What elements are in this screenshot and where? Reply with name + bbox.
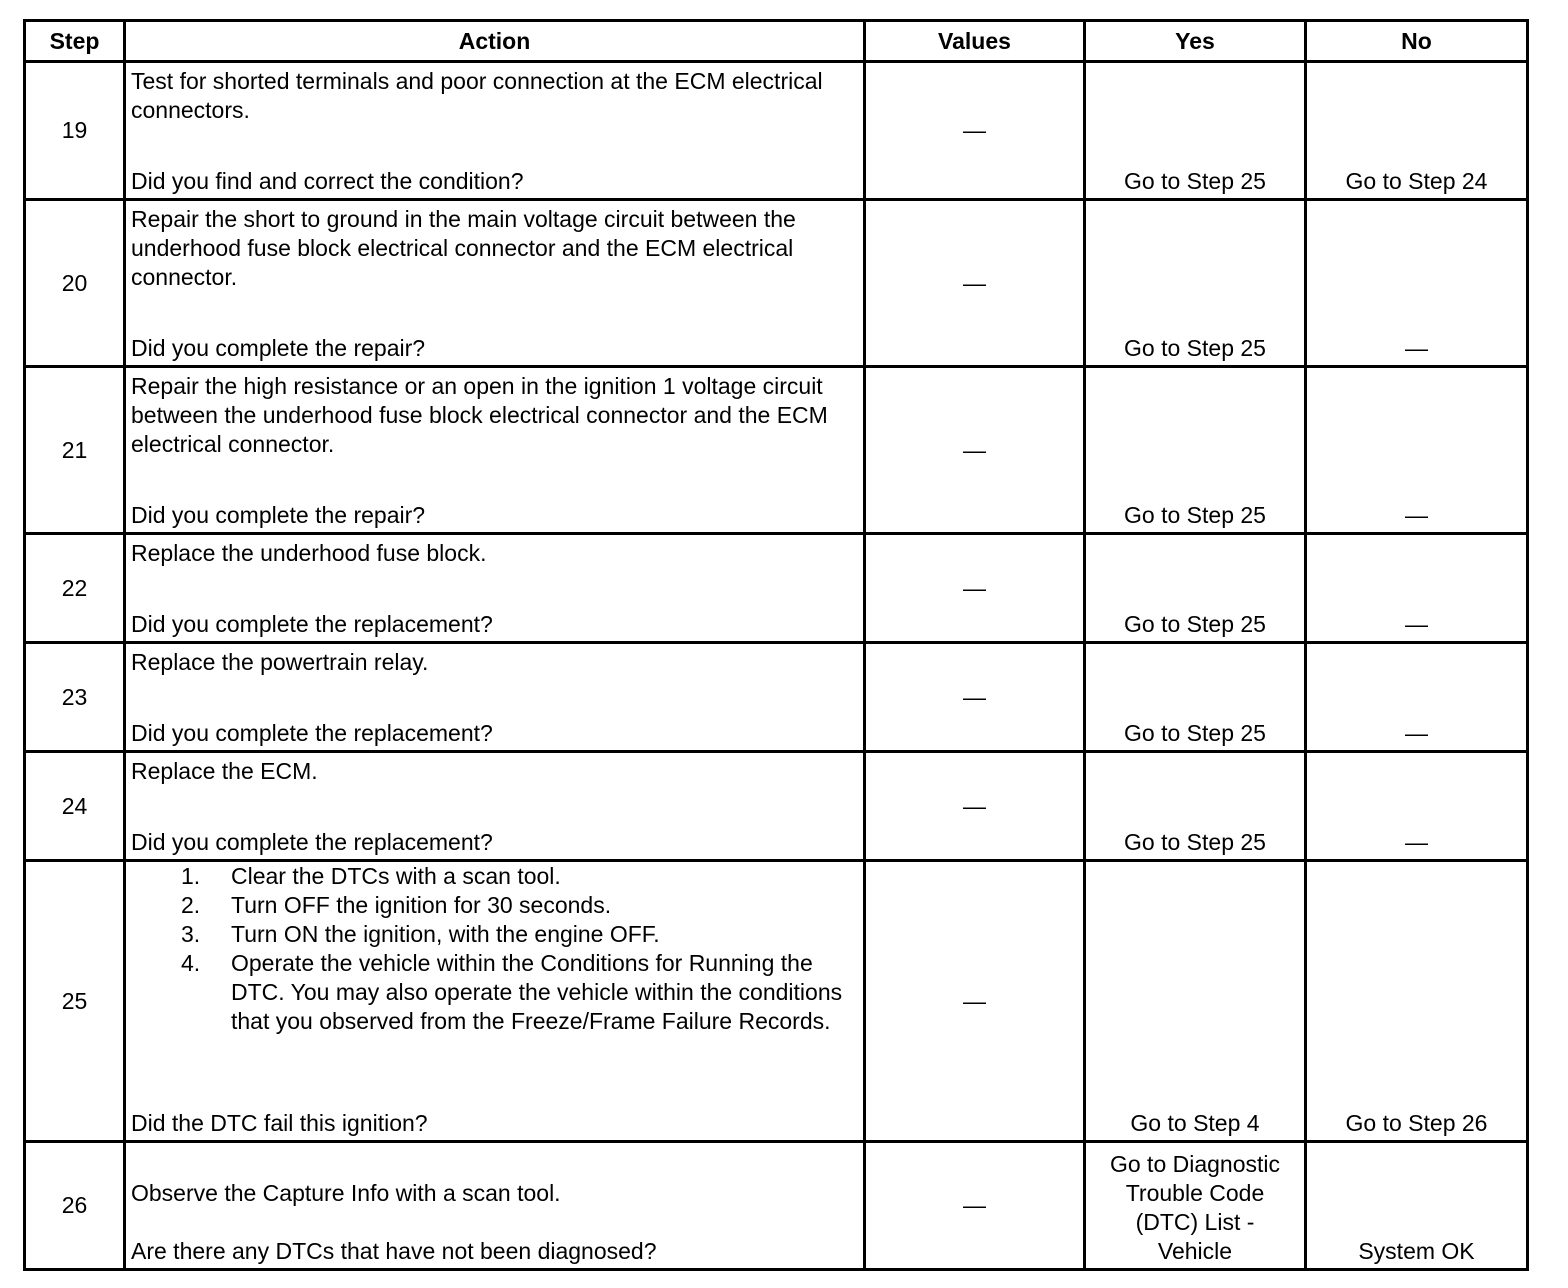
table-row: [25, 367, 1528, 534]
list-text: Turn ON the ignition, with the engine OFF.: [231, 921, 660, 947]
action-text: Replace the powertrain relay.: [131, 649, 429, 675]
action-cell: [125, 752, 865, 861]
action-question: Did you complete the repair?: [131, 502, 426, 528]
no-value: —: [1306, 534, 1528, 643]
no-link[interactable]: Go to Step 24: [1306, 62, 1528, 200]
action-cell: [125, 861, 865, 1142]
list-item: [181, 862, 860, 891]
action-question: Did you find and correct the condition?: [131, 168, 524, 194]
yes-link[interactable]: Go to Step 25: [1085, 534, 1306, 643]
no-value: —: [1306, 367, 1528, 534]
yes-link[interactable]: Go to Step 25: [1085, 367, 1306, 534]
action-question: Did you complete the replacement?: [131, 829, 493, 855]
list-number: 4.: [181, 950, 201, 976]
list-text: Operate the vehicle within the Conditions for Running the DTC. You may also operate the vehicle within the conditions that you observed from the Freeze/Frame Failure Records.: [231, 950, 843, 1034]
action-text: Repair the short to ground in the main voltage circuit between the underhood fuse block electrical connector and the ECM electrical connector.: [131, 206, 796, 290]
header-row: [25, 21, 1528, 62]
action-text: Observe the Capture Info with a scan tool.: [131, 1180, 561, 1206]
table-row: [25, 643, 1528, 752]
header-yes: Yes: [1085, 21, 1306, 62]
yes-link[interactable]: Go to Diagnostic Trouble Code (DTC) List - Vehicle: [1085, 1142, 1306, 1270]
action-cell: [125, 1142, 865, 1270]
table-row: [25, 200, 1528, 367]
no-value: —: [1306, 752, 1528, 861]
action-question: Did the DTC fail this ignition?: [131, 1110, 428, 1136]
step-number: 23: [25, 643, 125, 752]
header-no: No: [1306, 21, 1528, 62]
values-cell: —: [865, 643, 1085, 752]
no-value: —: [1306, 200, 1528, 367]
step-number: 22: [25, 534, 125, 643]
action-cell: [125, 534, 865, 643]
table-row: [25, 861, 1528, 1142]
action-text: Repair the high resistance or an open in the ignition 1 voltage circuit between the underhood fuse block electrical connector and the ECM electrical connector.: [131, 373, 828, 457]
no-value: —: [1306, 643, 1528, 752]
table-row: [25, 752, 1528, 861]
action-question: Did you complete the repair?: [131, 335, 426, 361]
header-action: Action: [125, 21, 865, 62]
diagnostic-table: [23, 19, 1529, 1271]
yes-link[interactable]: Go to Step 4: [1085, 861, 1306, 1142]
yes-link[interactable]: Go to Step 25: [1085, 200, 1306, 367]
list-number: 3.: [181, 921, 201, 947]
action-cell: [125, 62, 865, 200]
procedure-list: [131, 862, 860, 1036]
action-question: Did you complete the replacement?: [131, 720, 493, 746]
action-cell: [125, 200, 865, 367]
yes-link[interactable]: Go to Step 25: [1085, 643, 1306, 752]
table-row: [25, 1142, 1528, 1270]
step-number: 20: [25, 200, 125, 367]
action-cell: [125, 643, 865, 752]
table-row: [25, 62, 1528, 200]
values-cell: —: [865, 861, 1085, 1142]
values-cell: —: [865, 752, 1085, 861]
action-cell: [125, 367, 865, 534]
no-link[interactable]: Go to Step 26: [1306, 861, 1528, 1142]
header-step: Step: [25, 21, 125, 62]
table-row: [25, 534, 1528, 643]
list-item: [181, 891, 860, 920]
values-cell: —: [865, 534, 1085, 643]
step-number: 26: [25, 1142, 125, 1270]
values-cell: —: [865, 62, 1085, 200]
list-number: 1.: [181, 863, 201, 889]
action-text: Replace the ECM.: [131, 758, 318, 784]
values-cell: —: [865, 1142, 1085, 1270]
action-question: Did you complete the replacement?: [131, 611, 493, 637]
step-number: 21: [25, 367, 125, 534]
no-value: System OK: [1306, 1142, 1528, 1270]
step-number: 24: [25, 752, 125, 861]
step-number: 19: [25, 62, 125, 200]
step-number: 25: [25, 861, 125, 1142]
values-cell: —: [865, 200, 1085, 367]
yes-link[interactable]: Go to Step 25: [1085, 752, 1306, 861]
list-number: 2.: [181, 892, 201, 918]
values-cell: —: [865, 367, 1085, 534]
action-text: Replace the underhood fuse block.: [131, 540, 487, 566]
list-text: Clear the DTCs with a scan tool.: [231, 863, 561, 889]
list-item: [181, 920, 860, 949]
header-values: Values: [865, 21, 1085, 62]
list-item: [181, 949, 860, 1036]
action-question: Are there any DTCs that have not been diagnosed?: [131, 1238, 657, 1264]
yes-link[interactable]: Go to Step 25: [1085, 62, 1306, 200]
action-text: Test for shorted terminals and poor connection at the ECM electrical connectors.: [131, 68, 823, 123]
list-text: Turn OFF the ignition for 30 seconds.: [231, 892, 612, 918]
